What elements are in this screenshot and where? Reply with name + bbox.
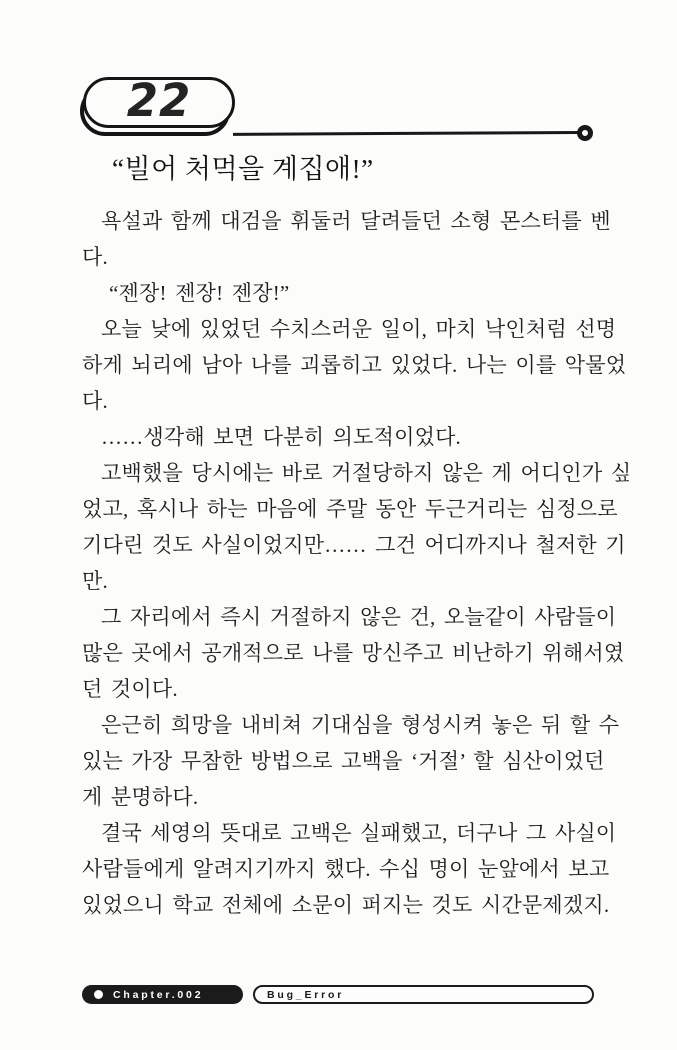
body-line: 다. [82, 245, 108, 269]
bullet-dot-icon [94, 990, 103, 999]
dialogue-headline: “빌어 처먹을 계집애!” [112, 154, 374, 184]
page-text [82, 150, 632, 923]
chapter-number: 22 [126, 74, 192, 127]
body-line: 고백했을 당시에는 바로 거절당하지 않은 게 어디인가 싶 [101, 461, 632, 485]
body-line: 욕설과 함께 대검을 휘둘러 달려들던 소형 몬스터를 벤 [101, 209, 611, 233]
body-line: 게 분명하다. [82, 785, 199, 809]
chapter-footer-label: Chapter.002 [113, 989, 204, 1001]
section-footer-pill [253, 985, 594, 1004]
body-line: 오늘 낮에 있었던 수치스러운 일이, 마치 낙인처럼 선명 [101, 317, 617, 341]
body-line: 은근히 희망을 내비쳐 기대심을 형성시켜 놓은 뒤 할 수 [101, 713, 620, 737]
body-line: “젠장! 젠장! 젠장!” [109, 281, 290, 305]
body-line: 결국 세영의 뜻대로 고백은 실패했고, 더구나 그 사실이 [101, 821, 617, 845]
body-line: ……생각해 보면 다분히 의도적이었다. [101, 425, 462, 449]
section-footer-label: Bug_Error [267, 989, 345, 1001]
body-line: 많은 곳에서 공개적으로 나를 망신주고 비난하기 위해서였 [82, 641, 625, 665]
body-line: 다. [82, 389, 108, 413]
body-line: 있었으니 학교 전체에 소문이 퍼지는 것도 시간문제겠지. [82, 893, 610, 917]
body-line: 있는 가장 무참한 방법으로 고백을 ‘거절’ 할 심산이었던 [82, 749, 605, 773]
body-line: 던 것이다. [82, 677, 178, 701]
chapter-rule-line [233, 131, 580, 136]
body-line: 었고, 혹시나 하는 마음에 주말 동안 두근거리는 심정으로 [82, 497, 618, 521]
chapter-footer-pill [82, 985, 243, 1004]
body-line: 그 자리에서 즉시 거절하지 않은 건, 오늘같이 사람들이 [101, 605, 617, 629]
body-line: 사람들에게 알려지기까지 했다. 수십 명이 눈앞에서 보고 [82, 857, 610, 881]
body-line: 기다린 것도 사실이었지만…… 그건 어디까지나 철저한 기 [82, 533, 626, 557]
body-line: 하게 뇌리에 남아 나를 괴롭히고 있었다. 나는 이를 악물었 [82, 353, 627, 377]
body-line: 만. [82, 569, 108, 593]
chapter-number-badge [83, 74, 235, 128]
rule-end-ring-icon [577, 125, 593, 141]
